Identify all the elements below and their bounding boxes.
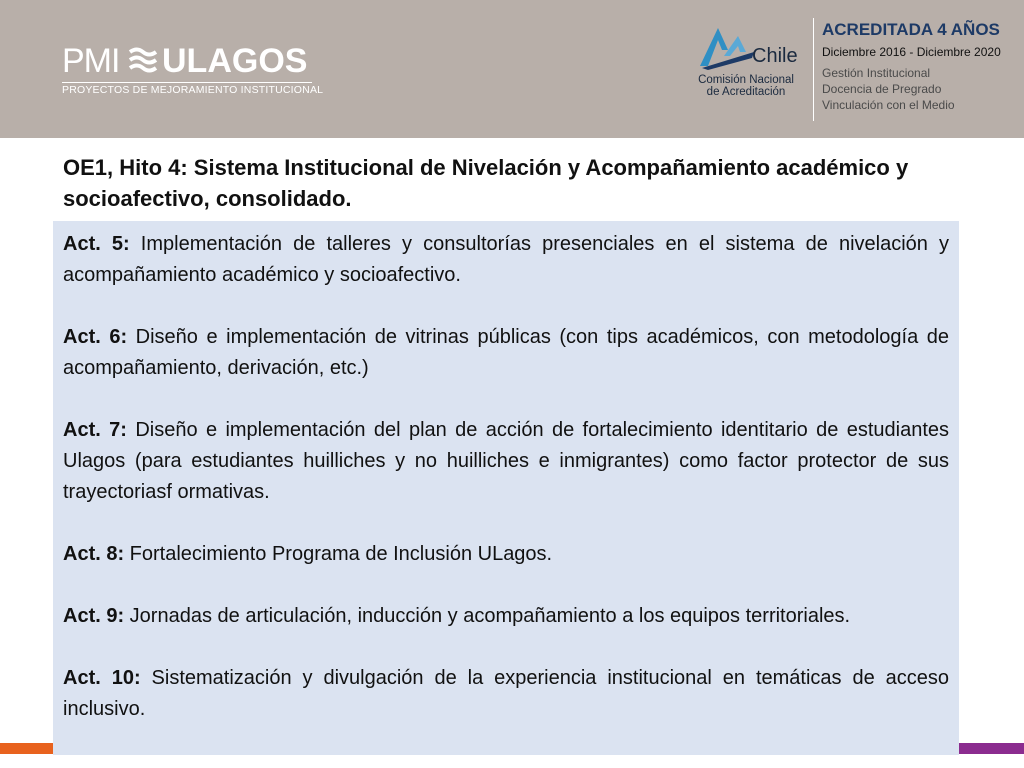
- header-banner: [0, 0, 1024, 138]
- activity-item: [63, 229, 949, 291]
- activity-label: Act. 6:: [63, 326, 128, 348]
- activity-item: [63, 663, 949, 725]
- strip-purple: [958, 743, 1024, 754]
- cna-mountain-icon: [694, 22, 804, 72]
- activity-text: Sistematización y divulgación de la experiencia institucional en temáticas de acceso inclusivo.: [63, 667, 950, 720]
- accreditation-area: Vinculación con el Medio: [822, 98, 955, 112]
- activity-item: [63, 415, 949, 508]
- activity-text: Diseño e implementación del plan de acción de fortalecimiento identitario de estudiantes Ulagos (para estudiantes huilliches y no huilliches e inmigrantes) como factor protector de sus trayectoriasf ormativas.: [63, 419, 949, 503]
- accreditation-block: [822, 20, 1022, 113]
- slide-title: OE1, Hito 4: Sistema Institucional de Nivelación y Acompañamiento académico y socioafectivo, consolidado.: [63, 155, 909, 211]
- accreditation-dates: Diciembre 2016 - Diciembre 2020: [822, 45, 1001, 59]
- waves-icon: [128, 46, 158, 74]
- activity-item: [63, 539, 949, 570]
- cna-line-2: de Acreditación: [706, 86, 786, 98]
- accreditation-area: Docencia de Pregrado: [822, 82, 942, 96]
- activity-text: Diseño e implementación de vitrinas públicas (con tips académicos, con metodología de acompañamiento, derivación, etc.): [63, 326, 950, 379]
- activity-text: Implementación de talleres y consultorías presenciales en el sistema de nivelación y acompañamiento académico y socioafectivo.: [63, 233, 950, 286]
- activities-box: [53, 221, 959, 755]
- strip-orange: [0, 743, 54, 754]
- cna-name: [696, 74, 796, 98]
- activity-label: Act. 7:: [63, 419, 127, 441]
- activity-label: Act. 9:: [63, 605, 125, 627]
- accreditation-areas: [822, 65, 1022, 113]
- activity-label: Act. 10:: [63, 667, 141, 689]
- activity-text: Fortalecimiento Programa de Inclusión ULagos.: [124, 543, 553, 565]
- activity-item: [63, 601, 949, 632]
- activity-text: Jornadas de articulación, inducción y acompañamiento a los equipos territoriales.: [124, 605, 851, 627]
- cna-line-1: Comisión Nacional: [698, 74, 794, 86]
- logo-divider: [62, 82, 312, 83]
- accreditation-divider: [813, 18, 814, 121]
- ulagos-logo-text: ULAGOS: [162, 42, 308, 80]
- accreditation-area: Gestión Institucional: [822, 66, 931, 80]
- activity-label: Act. 8:: [63, 543, 125, 565]
- activity-item: [63, 322, 949, 384]
- pmi-logo-text: PMI: [62, 42, 120, 80]
- pmi-tagline: PROYECTOS DE MEJORAMIENTO INSTITUCIONAL: [62, 84, 324, 96]
- cna-country-text: Chile: [752, 45, 798, 67]
- activity-label: Act. 5:: [63, 233, 130, 255]
- accreditation-title: ACREDITADA 4 AÑOS: [822, 20, 1000, 39]
- cna-logo: [694, 22, 804, 102]
